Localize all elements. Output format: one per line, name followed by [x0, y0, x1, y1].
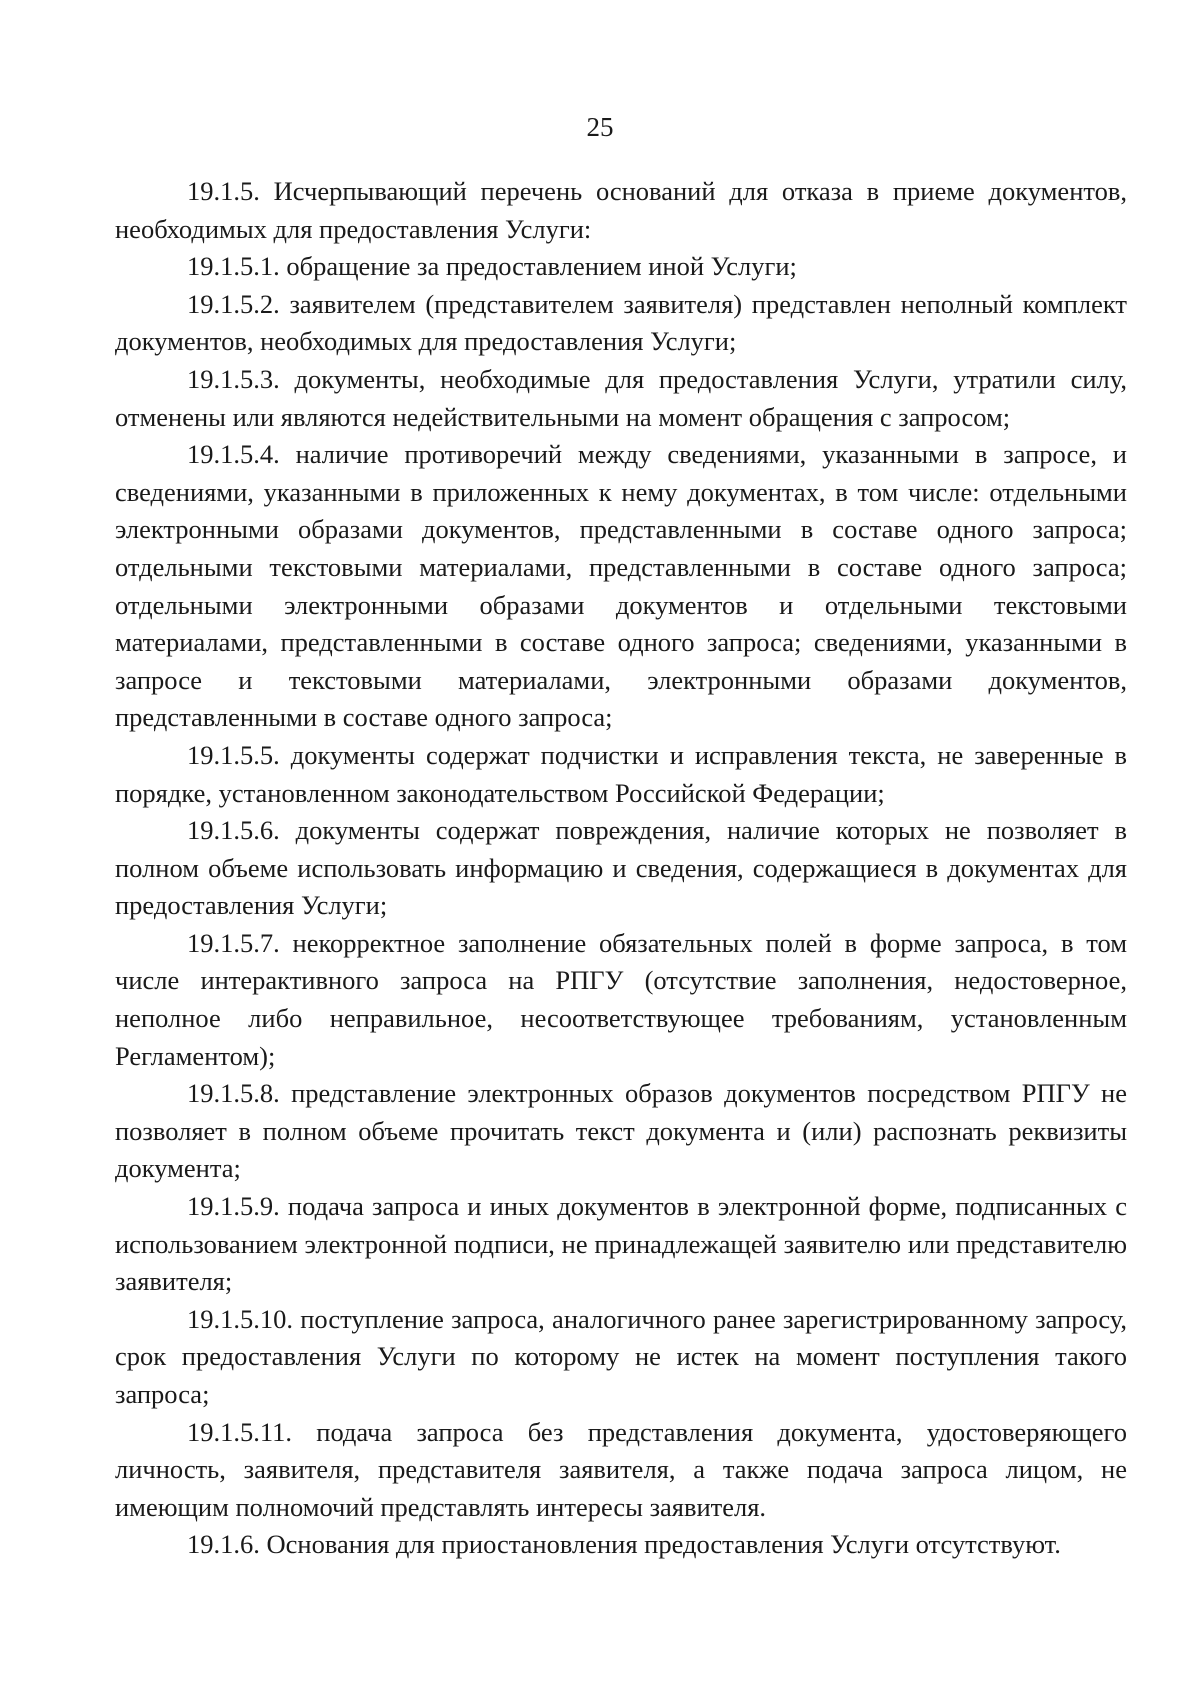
paragraph-19-1-5: 19.1.5. Исчерпывающий перечень оснований для отказа в приеме документов, необходимых для предоставления Услуги: — [115, 176, 1127, 244]
paragraph-19-1-5-8: 19.1.5.8. представление электронных образов документов посредством РПГУ не позволяет в полном объеме прочитать текст документа и (или) распознать реквизиты документа; — [115, 1078, 1127, 1184]
paragraph-19-1-6: 19.1.6. Основания для приостановления предоставления Услуги отсутствуют. — [187, 1529, 1061, 1560]
paragraph-19-1-5-6: 19.1.5.6. документы содержат повреждения, наличие которых не позволяет в полном объеме использовать информацию и сведения, содержащиеся в документах для предоставления Услуги; — [115, 815, 1127, 921]
paragraph-19-1-5-5: 19.1.5.5. документы содержат подчистки и исправления текста, не заверенные в порядке, установленном законодательством Российской Федерации; — [115, 739, 1127, 808]
paragraph-19-1-5-3: 19.1.5.3. документы, необходимые для предоставления Услуги, утратили силу, отменены или являются недействительными на момент обращения с запросом; — [115, 363, 1127, 432]
paragraph-19-1-5-9: 19.1.5.9. подача запроса и иных документов в электронной форме, подписанных с использованием электронной подписи, не принадлежащей заявителю или представителю заявителя; — [115, 1191, 1127, 1297]
paragraph-19-1-5-7: 19.1.5.7. некорректное заполнение обязательных полей в форме запроса, в том числе интерактивного запроса на РПГУ (отсутствие заполнения, недостоверное, неполное либо неправильное, несоответствующее требованиям, установленным Регламентом); — [115, 927, 1127, 1071]
document-body — [115, 173, 1127, 1564]
paragraph-19-1-5-4: 19.1.5.4. наличие противоречий между сведениями, указанными в запросе, и сведениями, указанными в приложенных к нему документах, в том числе: отдельными электронными образами документов, представленными в составе одного запроса; отдельными текстовыми материалами, представленными в составе одного запроса; отдельными электронными образами документов и отдельными текстовыми материалами, представленными в составе одного запроса; сведениями, указанными в запросе и текстовыми материалами, электронными образами документов, представленными в составе одного запроса; — [115, 439, 1127, 733]
paragraph-19-1-5-10: 19.1.5.10. поступление запроса, аналогичного ранее зарегистрированному запросу, срок предоставления Услуги по которому не истек на момент поступления такого запроса; — [115, 1303, 1127, 1409]
paragraph-19-1-5-1: 19.1.5.1. обращение за предоставлением иной Услуги; — [187, 251, 797, 282]
page-number: 25 — [586, 112, 614, 142]
paragraph-19-1-5-11: 19.1.5.11. подача запроса без представления документа, удостоверяющего личность, заявителя, представителя заявителя, а также подача запроса лицом, не имеющим полномочий представлять интересы заявителя. — [115, 1416, 1127, 1522]
paragraph-19-1-5-2: 19.1.5.2. заявителем (представителем заявителя) представлен неполный комплект документов, необходимых для предоставления Услуги; — [115, 288, 1127, 357]
